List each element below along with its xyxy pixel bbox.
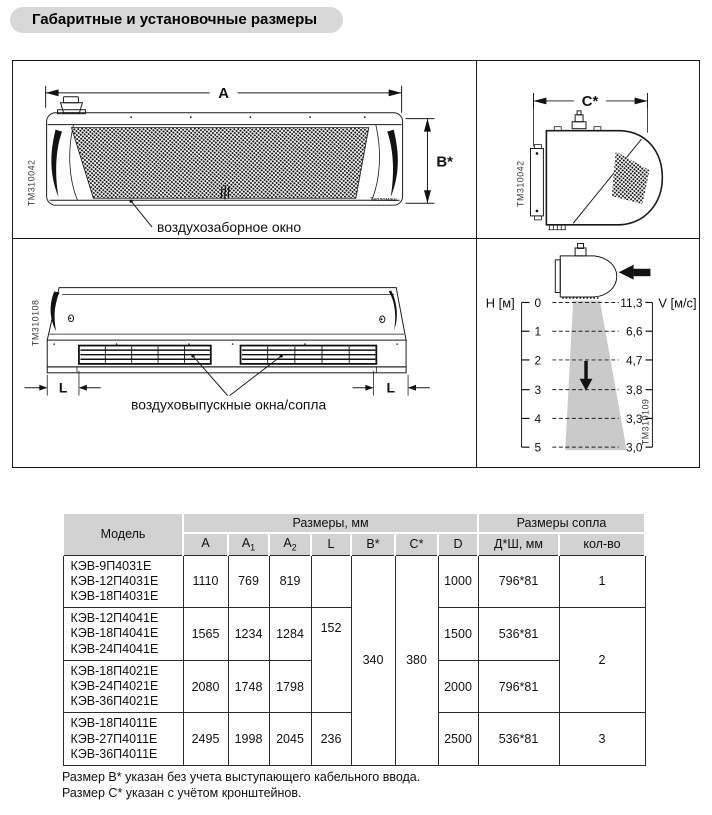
col-header-nozzle-count: кол-во	[559, 533, 645, 555]
cell-a: 1110	[183, 555, 228, 608]
side-view-drawing	[477, 61, 699, 238]
table-header-group-row	[63, 513, 645, 533]
cell-a: 2080	[183, 660, 228, 713]
cell-d: 2500	[438, 713, 478, 766]
cell-a2: 1798	[269, 660, 311, 713]
cell-l: 236	[311, 713, 351, 766]
v-value: 3,3	[625, 411, 643, 426]
col-header-c: C*	[395, 533, 438, 555]
cell-l-merged: 152	[311, 608, 351, 713]
cell-b-shared: 340	[351, 555, 395, 765]
dim-b	[406, 119, 454, 204]
left-endcap-swoosh-bottom	[51, 292, 60, 332]
col-header-nozzle-size: Д*Ш, мм	[478, 533, 559, 555]
bottom-view-body	[47, 288, 406, 373]
model-name: КЭВ-18П4031Е	[70, 588, 159, 603]
cell-a1: 1998	[228, 713, 269, 766]
v-value: 6,6	[625, 324, 643, 339]
bottom-lip	[47, 367, 406, 373]
cell-l	[311, 555, 351, 608]
dim-l-right-label: L	[386, 379, 395, 396]
h-tick: 1	[534, 324, 542, 339]
right-endcap-swoosh-bottom	[389, 291, 397, 331]
col-header-d: D	[438, 533, 478, 555]
spec-table	[62, 512, 646, 766]
outlet-annotation-label: воздуховыпускные окна/сопла	[131, 396, 327, 413]
model-name: КЭВ-12П4031Е	[70, 573, 159, 588]
footnote-c: Размер C* указан с учётом кронштейнов.	[62, 786, 302, 800]
dim-a	[46, 84, 402, 113]
v-value: 4,7	[625, 353, 643, 368]
v-value: 11,3	[620, 295, 643, 310]
model-name: КЭВ-18П4041Е	[70, 626, 159, 641]
col-header-a2: $A_2$	[269, 533, 311, 555]
cell-count-merged: 2	[559, 608, 645, 713]
h-tick: 2	[534, 353, 542, 368]
col-header-a: A	[183, 533, 228, 555]
model-name: КЭВ-24П4041Е	[70, 641, 159, 656]
bottom-view-figure	[13, 239, 477, 467]
front-view-drawing	[13, 61, 476, 238]
side-view-body	[531, 111, 663, 230]
model-name: КЭВ-12П4041Е	[70, 611, 159, 626]
cell-nozzle: 796*81	[478, 660, 559, 713]
h-scale	[486, 295, 542, 454]
cell-d: 1000	[438, 555, 478, 608]
model-name: КЭВ-27П4011Е	[70, 731, 158, 746]
dim-a-label: A	[218, 85, 230, 102]
cell-d: 1500	[438, 608, 478, 661]
dim-c	[533, 92, 647, 147]
bottom-view-drawing	[13, 239, 476, 467]
front-view-body	[47, 97, 403, 205]
h-axis-label: H [м]	[485, 295, 515, 311]
figure-code-side: TM310042	[515, 160, 526, 207]
cell-nozzle: 536*81	[478, 713, 559, 766]
cell-nozzle: 536*81	[478, 608, 559, 661]
airflow-diagram	[477, 239, 699, 467]
footnotes	[62, 769, 420, 801]
model-name: КЭВ-36П4011Е	[70, 746, 158, 761]
v-axis-label: V [м/с]	[658, 295, 697, 311]
left-endcap-swoosh	[51, 130, 62, 198]
cable-gland-icon-side	[572, 111, 586, 129]
air-stream-cone	[565, 300, 626, 450]
intake-annotation-label: воздухозаборное окно	[156, 219, 302, 236]
cell-c-shared: 380	[395, 555, 438, 765]
v-value: 3,0	[625, 440, 643, 455]
model-name: КЭВ-36П4021Е	[70, 694, 159, 709]
dim-l-left	[24, 371, 100, 396]
outlet-grille-right	[241, 346, 377, 364]
cell-a2: 1284	[269, 608, 311, 661]
col-header-b: B*	[351, 533, 395, 555]
h-tick: 3	[534, 383, 542, 398]
h-tick: 4	[534, 411, 542, 426]
col-header-model: Модель	[63, 513, 183, 555]
cable-gland-icon	[58, 97, 86, 114]
cell-count: 1	[559, 555, 645, 608]
intake-grille-mesh	[71, 128, 368, 199]
unit-silhouette-icon	[555, 243, 616, 298]
dim-b-label: B*	[436, 154, 453, 171]
v-value: 3,8	[625, 383, 643, 398]
cell-models	[63, 660, 183, 713]
dim-l-left-label: L	[58, 379, 68, 396]
cell-models	[63, 713, 183, 766]
col-header-a1: $A_1$	[228, 533, 269, 555]
col-group-nozzle: Размеры сопла	[478, 513, 645, 533]
model-name: КЭВ-9П4031Е	[70, 558, 152, 573]
intake-arrow-icon	[619, 265, 651, 280]
cell-a2: 2045	[269, 713, 311, 766]
model-name: КЭВ-18П4011Е	[70, 716, 158, 731]
cell-a: 2495	[183, 713, 228, 766]
airflow-diagram-figure	[477, 239, 699, 467]
cell-a2: 819	[269, 555, 311, 608]
dim-l-right	[353, 371, 430, 396]
figure-code-bottom: TM310108	[30, 299, 41, 347]
model-name: КЭВ-24П4021Е	[70, 678, 159, 693]
model-name: КЭВ-18П4021Е	[70, 663, 159, 678]
figure-code-airflow: TM310109	[640, 398, 651, 446]
cell-count: 3	[559, 713, 645, 766]
h-tick: 5	[534, 440, 542, 455]
cell-a1: 769	[228, 555, 269, 608]
cell-models	[63, 555, 183, 608]
page-title: Габаритные и установочные размеры	[10, 7, 343, 33]
footnote-b: Размер B* указан без учета выступающего кабельного ввода.	[62, 770, 421, 784]
front-view-figure	[13, 61, 477, 239]
right-endcap-swoosh	[387, 130, 398, 198]
outlet-grille-left	[79, 346, 211, 364]
brand-wordmark: Тепломаш	[370, 197, 397, 204]
col-group-dimensions: Размеры, мм	[183, 513, 478, 533]
spec-table-row	[63, 555, 645, 608]
top-fastener-dots	[130, 116, 365, 118]
band-fastener-dots	[53, 343, 398, 345]
mounting-bracket	[531, 149, 544, 216]
side-view-figure	[477, 61, 699, 239]
figure-code-front: TM310042	[26, 159, 37, 207]
cell-a1: 1748	[228, 660, 269, 713]
cell-d: 2000	[438, 660, 478, 713]
drawings-panel	[12, 60, 700, 468]
cell-nozzle: 796*81	[478, 555, 559, 608]
dim-c-label: C*	[581, 93, 599, 110]
col-header-l: L	[311, 533, 351, 555]
cell-a1: 1234	[228, 608, 269, 661]
cell-a: 1565	[183, 608, 228, 661]
v-scale	[620, 295, 696, 454]
h-tick: 0	[534, 295, 542, 310]
cell-models	[63, 608, 183, 661]
side-grille-mesh	[612, 151, 650, 204]
